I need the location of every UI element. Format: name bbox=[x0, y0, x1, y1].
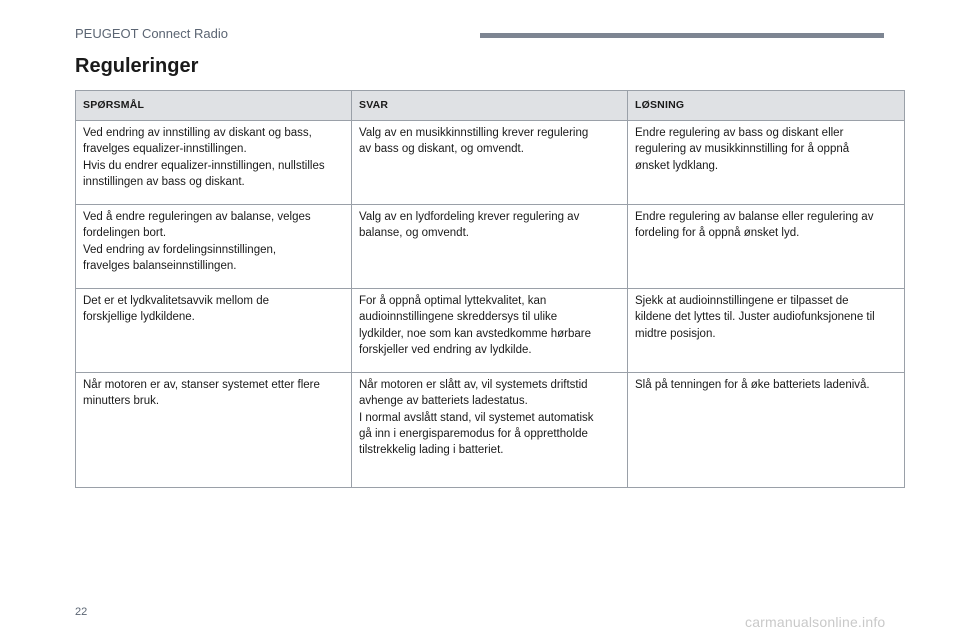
question-cell bbox=[76, 373, 352, 488]
cell-text-line: Endre regulering av balanse eller regulering av bbox=[635, 211, 874, 223]
cell-text-line: regulering av musikkinnstilling for å oppnå bbox=[635, 143, 850, 156]
cell-text-line: innstillingen av bass og diskant. bbox=[83, 175, 245, 188]
cell-text-line: Ved å endre reguleringen av balanse, velges bbox=[83, 211, 311, 223]
cell-text-line: Valg av en musikkinnstilling krever regulering bbox=[359, 127, 589, 139]
cell-text-line: fordeling for å oppnå ønsket lyd. bbox=[635, 227, 800, 240]
cell-text-line: Ved endring av innstilling av diskant og bass, bbox=[83, 127, 312, 139]
question-cell bbox=[76, 121, 352, 205]
solution-cell bbox=[628, 373, 905, 488]
page-number: 22 bbox=[75, 606, 88, 618]
solution-cell bbox=[628, 121, 905, 205]
cell-text-line: Når motoren er slått av, vil systemets driftstid bbox=[359, 379, 588, 391]
cell-text-line: fravelges balanseinnstillingen. bbox=[83, 259, 237, 272]
cell-text-line: tilstrekkelig lading i batteriet. bbox=[359, 444, 504, 457]
cell-text-line: Sjekk at audioinnstillingene er tilpasset de bbox=[635, 295, 849, 307]
table-row bbox=[76, 289, 905, 373]
table-row bbox=[76, 205, 905, 289]
cell-text-line: av bass og diskant, og omvendt. bbox=[359, 143, 524, 156]
troubleshooting-table bbox=[75, 90, 905, 488]
cell-text-line: balanse, og omvendt. bbox=[359, 227, 469, 240]
cell-text-line: fravelges equalizer-innstillingen. bbox=[83, 143, 247, 156]
table-row bbox=[76, 373, 905, 488]
cell-text-line: forskjellige lydkildene. bbox=[83, 311, 195, 324]
solution-cell bbox=[628, 205, 905, 289]
answer-cell bbox=[352, 373, 628, 488]
cell-text-line: Endre regulering av bass og diskant eller bbox=[635, 127, 844, 139]
cell-text-line: audioinnstillingene skreddersys til ulike bbox=[359, 311, 558, 324]
cell-text-line: kildene det lyttes til. Juster audiofunksjonene til bbox=[635, 311, 875, 324]
page-title: Reguleringer bbox=[75, 55, 199, 77]
cell-text-line: Slå på tenningen for å øke batteriets ladenivå. bbox=[635, 379, 870, 391]
cell-text-line: Når motoren er av, stanser systemet etter flere bbox=[83, 379, 320, 391]
question-cell bbox=[76, 205, 352, 289]
cell-text-line: ønsket lydklang. bbox=[635, 159, 719, 172]
cell-text-line: For å oppnå optimal lyttekvalitet, kan bbox=[359, 295, 547, 307]
cell-text-line: I normal avslått stand, vil systemet automatisk bbox=[359, 411, 594, 424]
cell-text-line: Valg av en lydfordeling krever regulering av bbox=[359, 211, 580, 223]
column-header-answer: SVAR bbox=[352, 91, 628, 121]
column-header-question: SPØRSMÅL bbox=[76, 91, 352, 121]
cell-text-line: avhenge av batteriets ladestatus. bbox=[359, 395, 528, 408]
cell-text-line: fordelingen bort. bbox=[83, 227, 167, 240]
cell-text-line: Det er et lydkvalitetsavvik mellom de bbox=[83, 295, 269, 307]
answer-cell bbox=[352, 121, 628, 205]
answer-cell bbox=[352, 289, 628, 373]
cell-text-line: Hvis du endrer equalizer-innstillingen, nullstilles bbox=[83, 159, 325, 172]
cell-text-line: Ved endring av fordelingsinnstillingen, bbox=[83, 243, 277, 256]
header-title: PEUGEOT Connect Radio bbox=[75, 26, 228, 41]
cell-text-line: gå inn i energisparemodus for å opprettholde bbox=[359, 427, 588, 440]
cell-text-line: forskjeller ved endring av lydkilde. bbox=[359, 343, 532, 356]
cell-text-line: midtre posisjon. bbox=[635, 327, 716, 340]
watermark: carmanualsonline.info bbox=[745, 614, 886, 630]
answer-cell bbox=[352, 205, 628, 289]
table-row bbox=[76, 121, 905, 205]
solution-cell bbox=[628, 289, 905, 373]
header-divider-bar bbox=[480, 33, 884, 38]
question-cell bbox=[76, 289, 352, 373]
table-header-row bbox=[76, 91, 905, 121]
column-header-solution: LØSNING bbox=[628, 91, 905, 121]
cell-text-line: minutters bruk. bbox=[83, 395, 160, 408]
cell-text-line: lydkilder, noe som kan avstedkomme hørbare bbox=[359, 327, 592, 340]
